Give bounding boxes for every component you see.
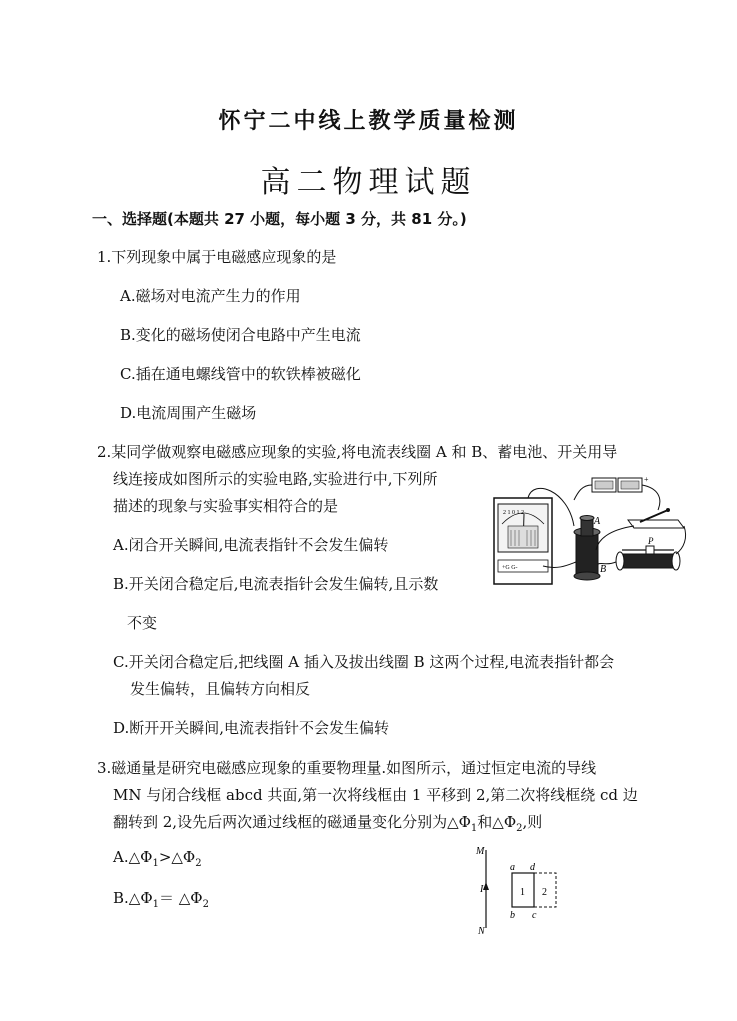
question-2-option-a: A.闭合开关瞬间,电流表指针不会发生偏转	[113, 536, 389, 554]
question-2-option-c-line1: C.开关闭合稳定后,把线圈 A 插入及拔出线圈 B 这两个过程,电流表指针都会	[113, 653, 615, 671]
battery-plus-label: +	[644, 475, 649, 484]
question-1-option-b: B.变化的磁场使闭合电路中产生电流	[120, 326, 361, 344]
question-1-option-c: C.插在通电螺线管中的软铁棒被磁化	[120, 365, 361, 383]
rheostat	[616, 536, 680, 570]
meter-scale: 2 1 0 1 2	[503, 510, 524, 516]
loop-label-2: 2	[542, 887, 547, 898]
label-m: M	[476, 846, 485, 857]
electromagnetic-induction-circuit-figure	[488, 470, 693, 590]
question-3-option-b: $B.\triangle\Phi_1=$ $\triangle\Phi_2$	[113, 889, 209, 910]
switch	[628, 508, 684, 528]
label-coil-a: A	[594, 516, 601, 527]
question-2-option-d: D.断开开关瞬间,电流表指针不会发生偏转	[113, 719, 390, 737]
current-arrow-icon	[483, 882, 489, 890]
question-2-option-b-line2: 不变	[127, 614, 158, 632]
label-n: N	[478, 926, 485, 937]
label-coil-b: B	[600, 564, 607, 575]
question-1-option-d: D.电流周围产生磁场	[120, 404, 257, 422]
question-3-stem-line1: 3.磁通量是研究电磁感应现象的重要物理量.如图所示，通过恒定电流的导线	[97, 759, 597, 777]
meter-terminals: +G G-	[502, 565, 518, 571]
wire-and-loop-figure	[470, 840, 570, 940]
question-2-stem-line1: 2.某同学做观察电磁感应现象的实验,将电流表线圈 A 和 B、蓄电池、开关用导	[97, 443, 618, 461]
corner-d: d	[530, 862, 535, 873]
question-2-stem-line3: 描述的现象与实验事实相符合的是	[113, 497, 339, 515]
battery	[592, 475, 649, 492]
question-3-stem-line3: 翻转到 2,设先后两次通过线框的磁通量变化分别为$\triangle\Phi_1$和$\triangle\Phi_2$,则	[113, 813, 543, 834]
exam-subject-title: 高二物理试题	[260, 165, 477, 200]
label-i: I	[480, 884, 484, 895]
section-heading: 一、选择题(本题共 27 小题，每小题 3 分，共 81 分。)	[92, 210, 467, 228]
school-title: 怀宁二中线上教学质量检测	[218, 108, 519, 134]
label-rheostat-p: P	[648, 536, 654, 546]
question-2-option-b-line1: B.开关闭合稳定后,电流表指针会发生偏转,且示数	[113, 575, 439, 593]
question-1-stem: 1.下列现象中属于电磁感应现象的是	[97, 248, 337, 266]
corner-a: a	[510, 862, 515, 873]
question-3-option-a: $A.\triangle\Phi_1>\triangle\Phi_2$	[113, 848, 202, 869]
question-3-stem-line2: MN 与闭合线框 abcd 共面,第一次将线框由 1 平移到 2,第二次将线框绕 cd 边	[113, 786, 638, 804]
loop-label-1: 1	[520, 887, 525, 898]
question-2-option-c-line2: 发生偏转，且偏转方向相反	[130, 680, 311, 698]
corner-c: c	[532, 910, 537, 921]
galvanometer	[494, 498, 552, 584]
coil-a	[580, 516, 594, 537]
corner-b: b	[510, 910, 515, 921]
question-2-stem-line2: 线连接成如图所示的实验电路,实验进行中,下列所	[113, 470, 438, 488]
question-1-option-a: A.磁场对电流产生力的作用	[120, 287, 301, 305]
